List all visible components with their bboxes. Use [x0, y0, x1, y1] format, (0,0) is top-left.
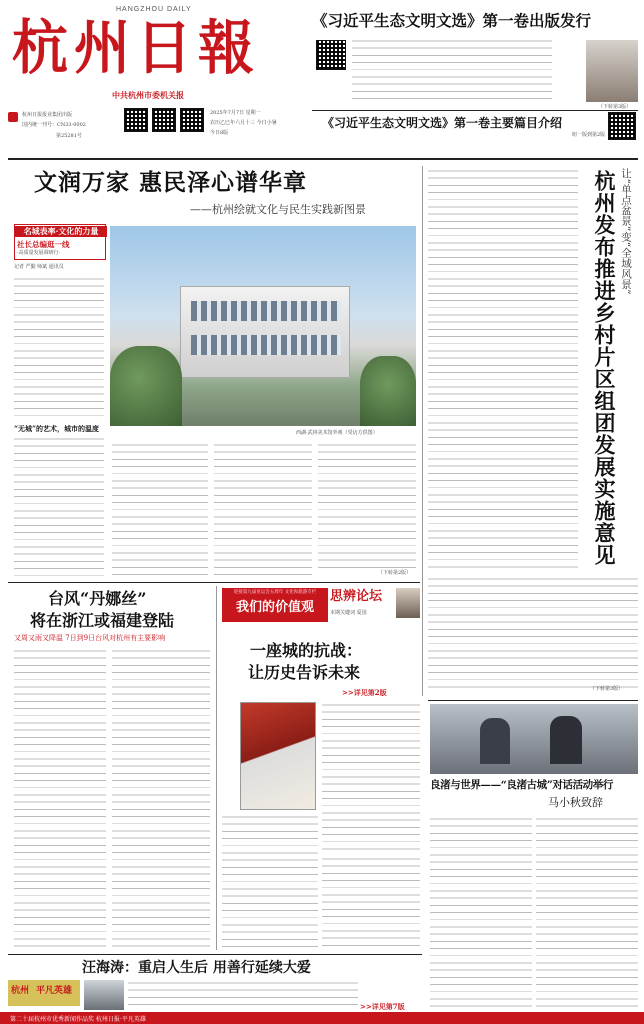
tree-left: [110, 346, 182, 426]
masthead-english: HANGZHOU DAILY: [116, 6, 192, 13]
special-banner: [222, 588, 328, 622]
essay-title-1[interactable]: 一座城的抗战：: [250, 641, 363, 660]
special-body: [322, 702, 420, 852]
bottom-tag-subtitle: 平凡英雄: [36, 986, 73, 996]
bottom-headline[interactable]: 汪海涛：重启人生后 用善行延续大爱: [82, 960, 311, 976]
banner-title: 我们的价值观: [235, 600, 314, 615]
lead-photo: [110, 226, 416, 426]
special-body-3: [322, 856, 420, 950]
newspaper-logo: 杭州日報: [12, 13, 260, 83]
issue-number: 第25281号: [56, 133, 82, 139]
essay-jump[interactable]: [342, 688, 387, 698]
columnist-photo: [396, 588, 420, 618]
right-lead-kicker: 让“单点盆景”变“全域风景”: [620, 168, 632, 295]
sponsor-line-2: 国内统一刊号：CN33-0002: [22, 122, 86, 128]
lead-byline: 记者 严勤 师斌 通讯员: [14, 264, 64, 270]
right-lower-headline[interactable]: 良渚与世界——“良渚古城”对话活动举行: [430, 779, 613, 791]
section-divider-right: [428, 700, 638, 701]
masthead-divider: [8, 158, 638, 160]
bottom-tag: [8, 980, 80, 1006]
divider: [312, 110, 638, 111]
section-divider: [8, 582, 420, 583]
typhoon-headline-2[interactable]: 将在浙江或福建登陆: [30, 611, 175, 630]
lead-subtitle: ——杭州绘就文化与民生实践新图景: [190, 203, 366, 216]
column-label: 思辨论坛: [330, 589, 383, 604]
column-rule-2: [216, 586, 217, 950]
date-line-3: 今日8版: [210, 130, 229, 136]
second-headline-ref[interactable]: 纽一版到第2版: [572, 132, 606, 138]
bottom-tag-title: 杭州: [11, 986, 30, 996]
author-photo: [586, 40, 638, 102]
right-lead-jump[interactable]: （下转第3版）: [590, 686, 624, 692]
lead-section-head: “无城”的艺术，城市的温度: [14, 424, 100, 433]
essay-jump-text: 详见第2版: [353, 688, 387, 697]
sponsor-line-1: 杭州日报报业集团出版: [22, 112, 73, 118]
bottom-jump-text: 详见第7版: [371, 1002, 405, 1011]
lead-headline[interactable]: 文润万家 惠民泽心谱华章: [34, 169, 308, 196]
photo-caption: 西湖·武林美术馆外观（受访方供图）: [296, 430, 378, 436]
right-lead-body-a: [428, 168, 578, 572]
typhoon-headline-1[interactable]: 台风“丹娜丝”: [48, 589, 147, 608]
date-line-1: 2025年7月7日 星期一: [210, 110, 261, 116]
tag-subtitle: 社长总编逛一线: [17, 240, 70, 249]
top-article-body: [352, 38, 552, 100]
lead-col2-body: [112, 442, 208, 576]
museum-building: [180, 286, 350, 378]
lead-col1-body: [14, 276, 104, 420]
masthead: [8, 6, 304, 154]
arrow-icon: >>: [360, 1002, 372, 1011]
lead-col4-body: [318, 442, 416, 568]
tag-title: 名城表率·文化的力量: [15, 226, 107, 237]
article-qr-code[interactable]: [316, 40, 346, 70]
right-lower-author: 马小秋致辞: [548, 796, 603, 809]
second-headline[interactable]: 《习近平生态文明文选》第一卷主要篇目介绍: [322, 116, 563, 130]
bottom-body: [128, 980, 358, 1010]
right-lower-body-1: [430, 816, 532, 1008]
publisher-logo: [8, 112, 18, 122]
typhoon-body-2: [112, 648, 210, 948]
banner-top-text: 迎接第九届亚运会五周年 文化和旅游专栏: [233, 590, 317, 595]
qr-code-2[interactable]: [152, 108, 176, 132]
special-photo: [240, 702, 316, 810]
top-headline[interactable]: 《习近平生态文明文选》第一卷出版发行: [312, 11, 592, 30]
right-lead-body-b: [428, 576, 638, 692]
column-author: 本期关键词 爱国: [330, 610, 367, 616]
lead-jump[interactable]: （下转第2版）: [378, 570, 412, 576]
top-jump-note: （下转第3版）: [598, 104, 632, 110]
footer-strip: [0, 1012, 644, 1024]
column-logo: [330, 588, 420, 626]
tag-note: ·高质量发展调研行·: [17, 250, 61, 256]
date-line-2: 农历乙巳年六月十三 今日小暑: [210, 120, 277, 126]
bottom-jump[interactable]: [360, 1002, 405, 1012]
right-lower-body-2: [536, 816, 638, 1008]
bottom-divider: [8, 954, 422, 955]
footer-text: 第二十届杭州市优秀新闻作品奖 杭州日报·平凡英雄: [10, 1016, 146, 1023]
essay-title-2[interactable]: 让历史告诉未来: [248, 663, 361, 682]
masthead-info: [8, 106, 304, 154]
typhoon-subtitle: 又周又雨又降温 7日到9日台风对杭州有主要影响: [14, 634, 166, 642]
typhoon-body-1: [14, 648, 106, 948]
lead-col1-body-2: [14, 436, 104, 576]
article-qr-code-2[interactable]: [608, 112, 636, 140]
special-body-2: [222, 814, 318, 950]
arrow-icon: >>: [342, 688, 354, 697]
qr-code-1[interactable]: [124, 108, 148, 132]
column-rule: [422, 166, 423, 696]
bottom-photo: [84, 980, 124, 1010]
qr-code-3[interactable]: [180, 108, 204, 132]
lead-section-tag: [14, 224, 106, 260]
tree-right: [360, 356, 416, 426]
lead-col3-body: [214, 442, 312, 576]
dialogue-photo: [430, 704, 638, 774]
publisher-line: 中共杭州市委机关报: [112, 90, 184, 100]
right-lead-headline[interactable]: 杭州发布推进乡村片区组团发展实施意见: [592, 170, 617, 566]
